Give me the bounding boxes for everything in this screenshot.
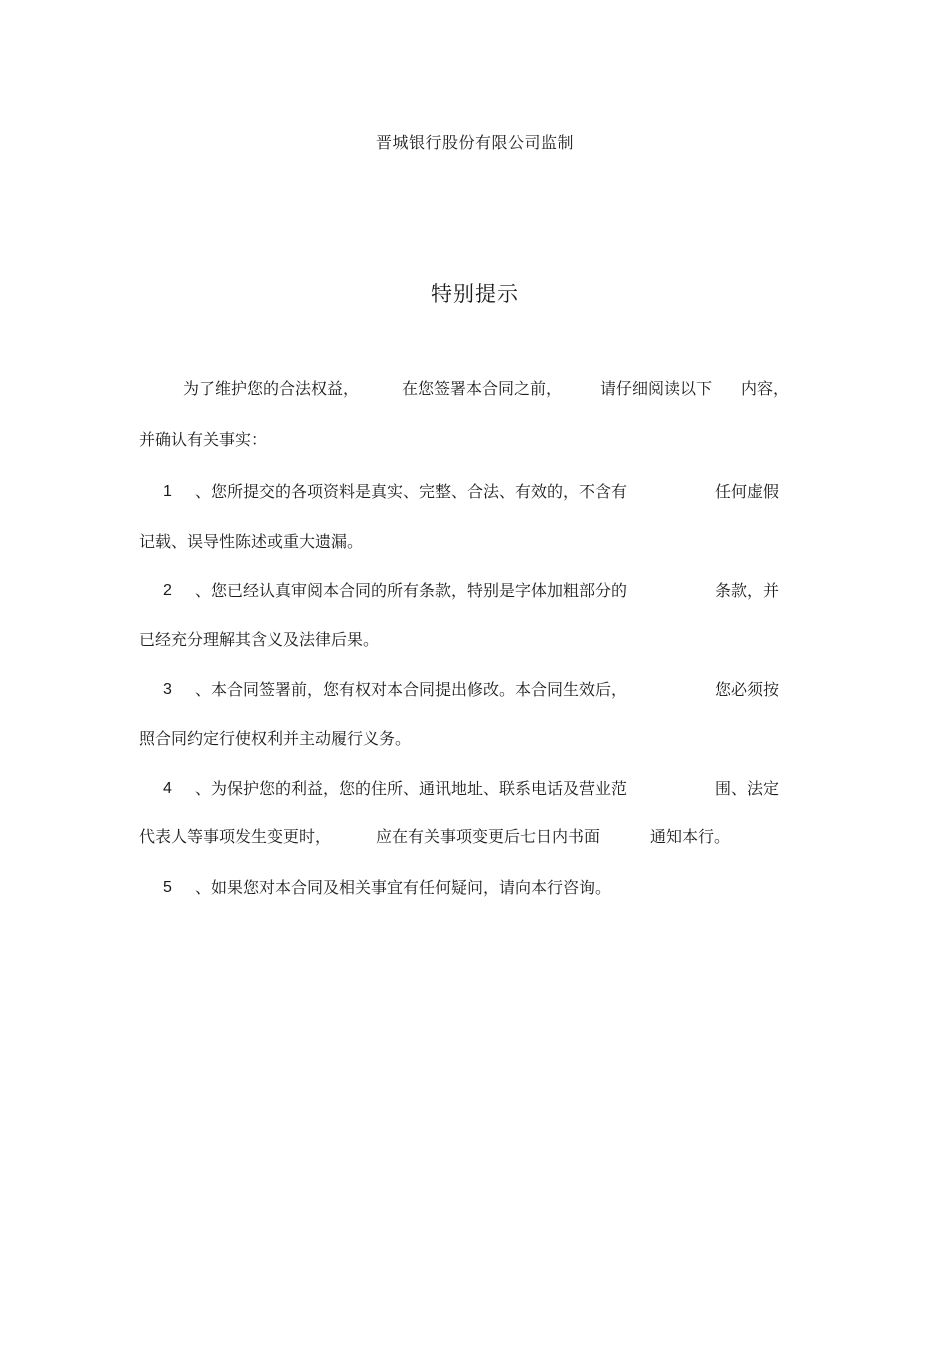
item-text: 代表人等事项发生变更时，: [139, 827, 332, 846]
item-text: 、为保护您的利益，您的住所、通讯地址、联系电话及营业范: [195, 779, 628, 798]
item-number: 2: [163, 582, 172, 599]
intro-text-2: 在您签署本合同之前，: [402, 379, 563, 398]
issuer-header: 晋城银行股份有限公司监制: [375, 133, 574, 152]
item-number: 1: [163, 483, 172, 500]
item-text: 应在有关事项变更后七日内书面: [376, 827, 601, 846]
item-text: 、如果您对本合同及相关事宜有任何疑问，请向本行咨询。: [195, 878, 612, 897]
item-text: 通知本行。: [650, 827, 731, 846]
intro-text-3: 请仔细阅读以下: [600, 379, 713, 398]
item-text: 条款，并: [715, 581, 780, 600]
item-text: 任何虚假: [715, 482, 780, 501]
item-number: 5: [163, 879, 172, 896]
item-text: 、您所提交的各项资料是真实、完整、合法、有效的，不含有: [195, 482, 628, 501]
item-text: 、您已经认真审阅本合同的所有条款，特别是字体加粗部分的: [195, 581, 628, 600]
item-text: 、本合同签署前，您有权对本合同提出修改。本合同生效后，: [195, 680, 628, 699]
document-title: 特别提示: [431, 282, 519, 306]
item-number: 4: [163, 780, 172, 797]
intro-text-1: 为了维护您的合法权益，: [183, 379, 360, 398]
item-text: 照合同约定行使权利并主动履行义务。: [139, 729, 412, 748]
item-text: 围、法定: [715, 779, 780, 798]
intro-text-5: 并确认有关事实：: [139, 430, 268, 449]
item-text: 已经充分理解其含义及法律后果。: [139, 630, 380, 649]
item-text: 您必须按: [715, 680, 780, 699]
item-text: 记载、误导性陈述或重大遗漏。: [139, 532, 364, 551]
intro-text-4: 内容，: [741, 379, 790, 398]
item-number: 3: [163, 681, 172, 698]
